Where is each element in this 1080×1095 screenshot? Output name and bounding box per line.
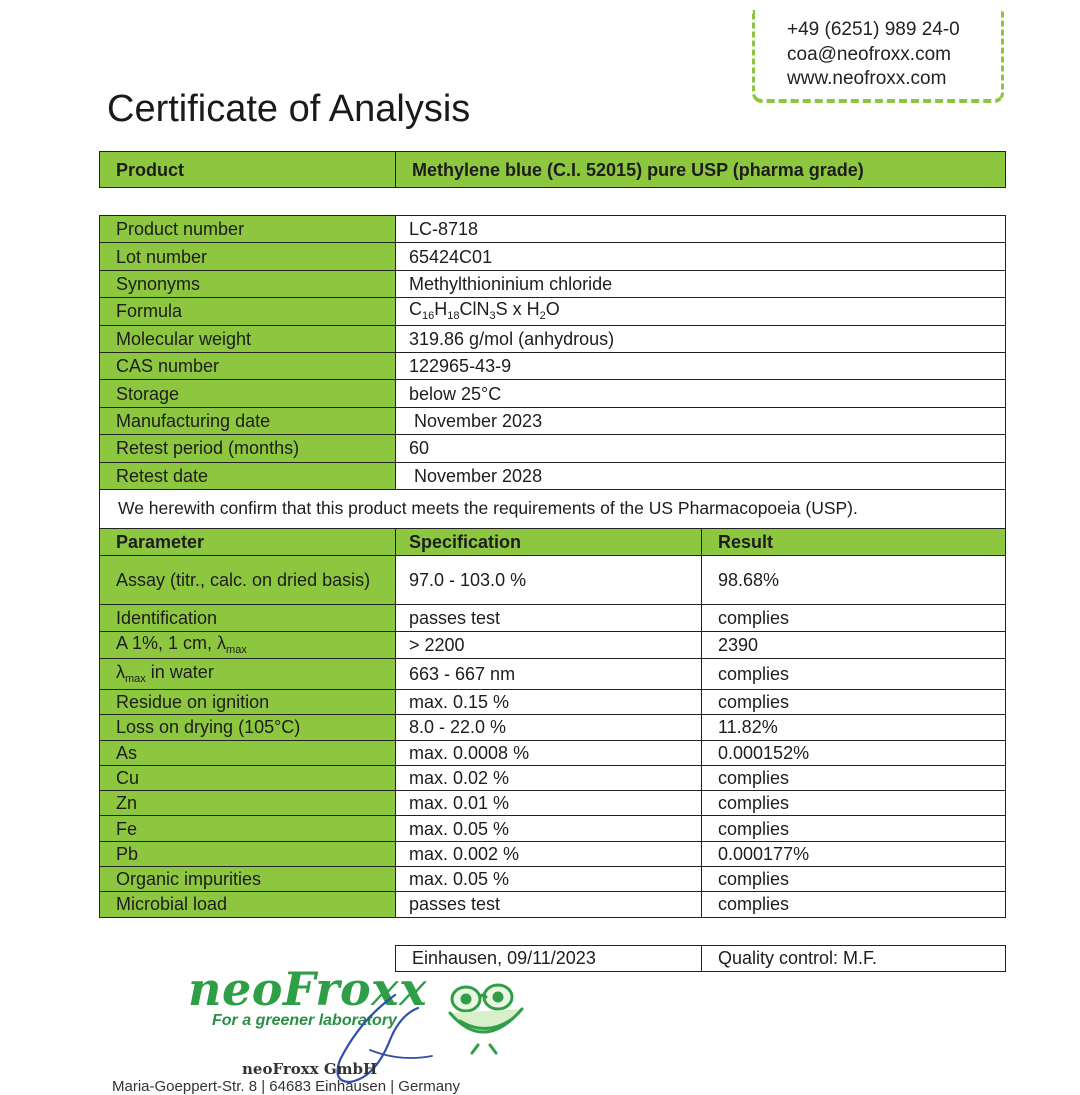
- confirmation-section: [100, 489, 1006, 528]
- formula-n-sub: 3: [489, 310, 496, 323]
- result-parameter: Organic impurities: [100, 866, 396, 891]
- info-row: [100, 462, 1006, 489]
- result-parameter: Assay (titr., calc. on dried basis): [100, 555, 396, 604]
- result-specification: 8.0 - 22.0 %: [396, 715, 702, 740]
- result-specification: passes test: [396, 892, 702, 917]
- info-label: Formula: [100, 298, 396, 325]
- info-results-table: [99, 215, 1006, 918]
- lambda-rest: in water: [145, 661, 214, 682]
- lambda-sub: max: [125, 672, 146, 685]
- info-row: [100, 243, 1006, 270]
- place-date: Einhausen, 09/11/2023: [396, 946, 702, 972]
- result-parameter: Fe: [100, 816, 396, 841]
- absorbance-sub: max: [226, 643, 247, 656]
- page-title: Certificate of Analysis: [107, 88, 471, 130]
- result-parameter: Residue on ignition: [100, 689, 396, 714]
- formula-o: O: [545, 299, 560, 320]
- result-value: complies: [702, 816, 1006, 841]
- result-parameter-absorbance: [100, 631, 396, 658]
- result-row: [100, 604, 1006, 631]
- result-row: [100, 841, 1006, 866]
- result-parameter: Cu: [100, 765, 396, 790]
- result-parameter: As: [100, 740, 396, 765]
- info-row: [100, 352, 1006, 379]
- info-label: Product number: [100, 216, 396, 243]
- info-label: Lot number: [100, 243, 396, 270]
- result-specification: max. 0.0008 %: [396, 740, 702, 765]
- result-specification: max. 0.02 %: [396, 765, 702, 790]
- frog-mascot-icon: [438, 975, 530, 1055]
- contact-email[interactable]: coa@neofroxx.com: [787, 43, 951, 65]
- info-value: 65424C01: [396, 243, 1006, 270]
- info-label: Manufacturing date: [100, 407, 396, 434]
- contact-box: [752, 10, 1004, 103]
- result-parameter: Pb: [100, 841, 396, 866]
- header-result: Result: [702, 528, 1006, 555]
- info-label: Retest period (months): [100, 435, 396, 462]
- result-value: complies: [702, 791, 1006, 816]
- brand-tagline: For a greener laboratory: [212, 1012, 397, 1029]
- product-table: [99, 151, 1006, 188]
- info-value: Methylthioninium chloride: [396, 270, 1006, 297]
- result-value: complies: [702, 866, 1006, 891]
- formula-h2-sub: 2: [539, 310, 546, 323]
- info-value: November 2028: [396, 462, 1006, 489]
- result-specification: max. 0.05 %: [396, 816, 702, 841]
- info-row: [100, 298, 1006, 325]
- result-row: [100, 765, 1006, 790]
- result-parameter: Loss on drying (105°C): [100, 715, 396, 740]
- result-specification: max. 0.002 %: [396, 841, 702, 866]
- absorbance-main: A 1%, 1 cm, λ: [116, 632, 227, 653]
- lambda-main: λ: [116, 661, 125, 682]
- result-row: [100, 631, 1006, 658]
- info-label: CAS number: [100, 352, 396, 379]
- info-value: LC-8718: [396, 216, 1006, 243]
- result-parameter-lambda: [100, 658, 396, 689]
- info-value: below 25°C: [396, 380, 1006, 407]
- product-label: Product: [100, 152, 396, 188]
- result-row: [100, 791, 1006, 816]
- result-row: [100, 715, 1006, 740]
- result-specification: > 2200: [396, 631, 702, 658]
- brand-logo: neoFroxx: [188, 962, 428, 1016]
- result-specification: passes test: [396, 604, 702, 631]
- header-specification: Specification: [396, 528, 702, 555]
- sign-row: [396, 946, 1006, 972]
- result-value: complies: [702, 658, 1006, 689]
- info-row: [100, 270, 1006, 297]
- header-parameter: Parameter: [100, 528, 396, 555]
- info-row: [100, 380, 1006, 407]
- formula-rest: S x H: [495, 299, 540, 320]
- formula-value: [396, 298, 1006, 325]
- confirmation-row: [100, 489, 1006, 528]
- info-value: 319.86 g/mol (anhydrous): [396, 325, 1006, 352]
- results-section: [100, 528, 1006, 917]
- results-header-row: [100, 528, 1006, 555]
- info-section: [100, 216, 1006, 490]
- result-row: [100, 866, 1006, 891]
- quality-control: Quality control: M.F.: [702, 946, 1006, 972]
- footer-address: Maria-Goeppert-Str. 8 | 64683 Einhausen | Germany: [112, 1078, 460, 1095]
- formula-cln: ClN: [459, 299, 490, 320]
- result-value: complies: [702, 765, 1006, 790]
- info-row: [100, 325, 1006, 352]
- confirmation-text: We herewith confirm that this product meets the requirements of the US Pharmacopoeia (USP).: [100, 489, 1006, 528]
- result-value: 2390: [702, 631, 1006, 658]
- result-parameter: Identification: [100, 604, 396, 631]
- footer-company: neoFroxx GmbH: [242, 1060, 378, 1078]
- sign-table: [395, 945, 1006, 972]
- formula-h-sub: 18: [447, 310, 460, 323]
- result-row: [100, 816, 1006, 841]
- result-row: [100, 892, 1006, 917]
- contact-website[interactable]: www.neofroxx.com: [787, 68, 947, 89]
- result-row: [100, 555, 1006, 604]
- info-row: [100, 435, 1006, 462]
- formula-c: C: [409, 299, 422, 320]
- info-label: Storage: [100, 380, 396, 407]
- info-row: [100, 407, 1006, 434]
- contact-phone: +49 (6251) 989 24-0: [787, 19, 960, 40]
- info-label: Synonyms: [100, 270, 396, 297]
- result-value: complies: [702, 689, 1006, 714]
- result-specification: max. 0.05 %: [396, 866, 702, 891]
- product-value: Methylene blue (C.I. 52015) pure USP (pharma grade): [396, 152, 1006, 188]
- result-value: 0.000152%: [702, 740, 1006, 765]
- result-value: 0.000177%: [702, 841, 1006, 866]
- info-row: [100, 216, 1006, 243]
- formula-h: H: [434, 299, 448, 320]
- result-value: 98.68%: [702, 555, 1006, 604]
- result-row: [100, 658, 1006, 689]
- result-specification: max. 0.15 %: [396, 689, 702, 714]
- info-value: 60: [396, 435, 1006, 462]
- result-row: [100, 689, 1006, 714]
- result-parameter: Zn: [100, 791, 396, 816]
- result-value: complies: [702, 892, 1006, 917]
- result-row: [100, 740, 1006, 765]
- info-label: Molecular weight: [100, 325, 396, 352]
- info-value: 122965-43-9: [396, 352, 1006, 379]
- formula-c-sub: 16: [422, 310, 435, 323]
- result-specification: 97.0 - 103.0 %: [396, 555, 702, 604]
- result-specification: 663 - 667 nm: [396, 658, 702, 689]
- info-value: November 2023: [396, 407, 1006, 434]
- result-specification: max. 0.01 %: [396, 791, 702, 816]
- result-value: complies: [702, 604, 1006, 631]
- result-value: 11.82%: [702, 715, 1006, 740]
- product-row: [100, 152, 1006, 188]
- info-label: Retest date: [100, 462, 396, 489]
- result-parameter: Microbial load: [100, 892, 396, 917]
